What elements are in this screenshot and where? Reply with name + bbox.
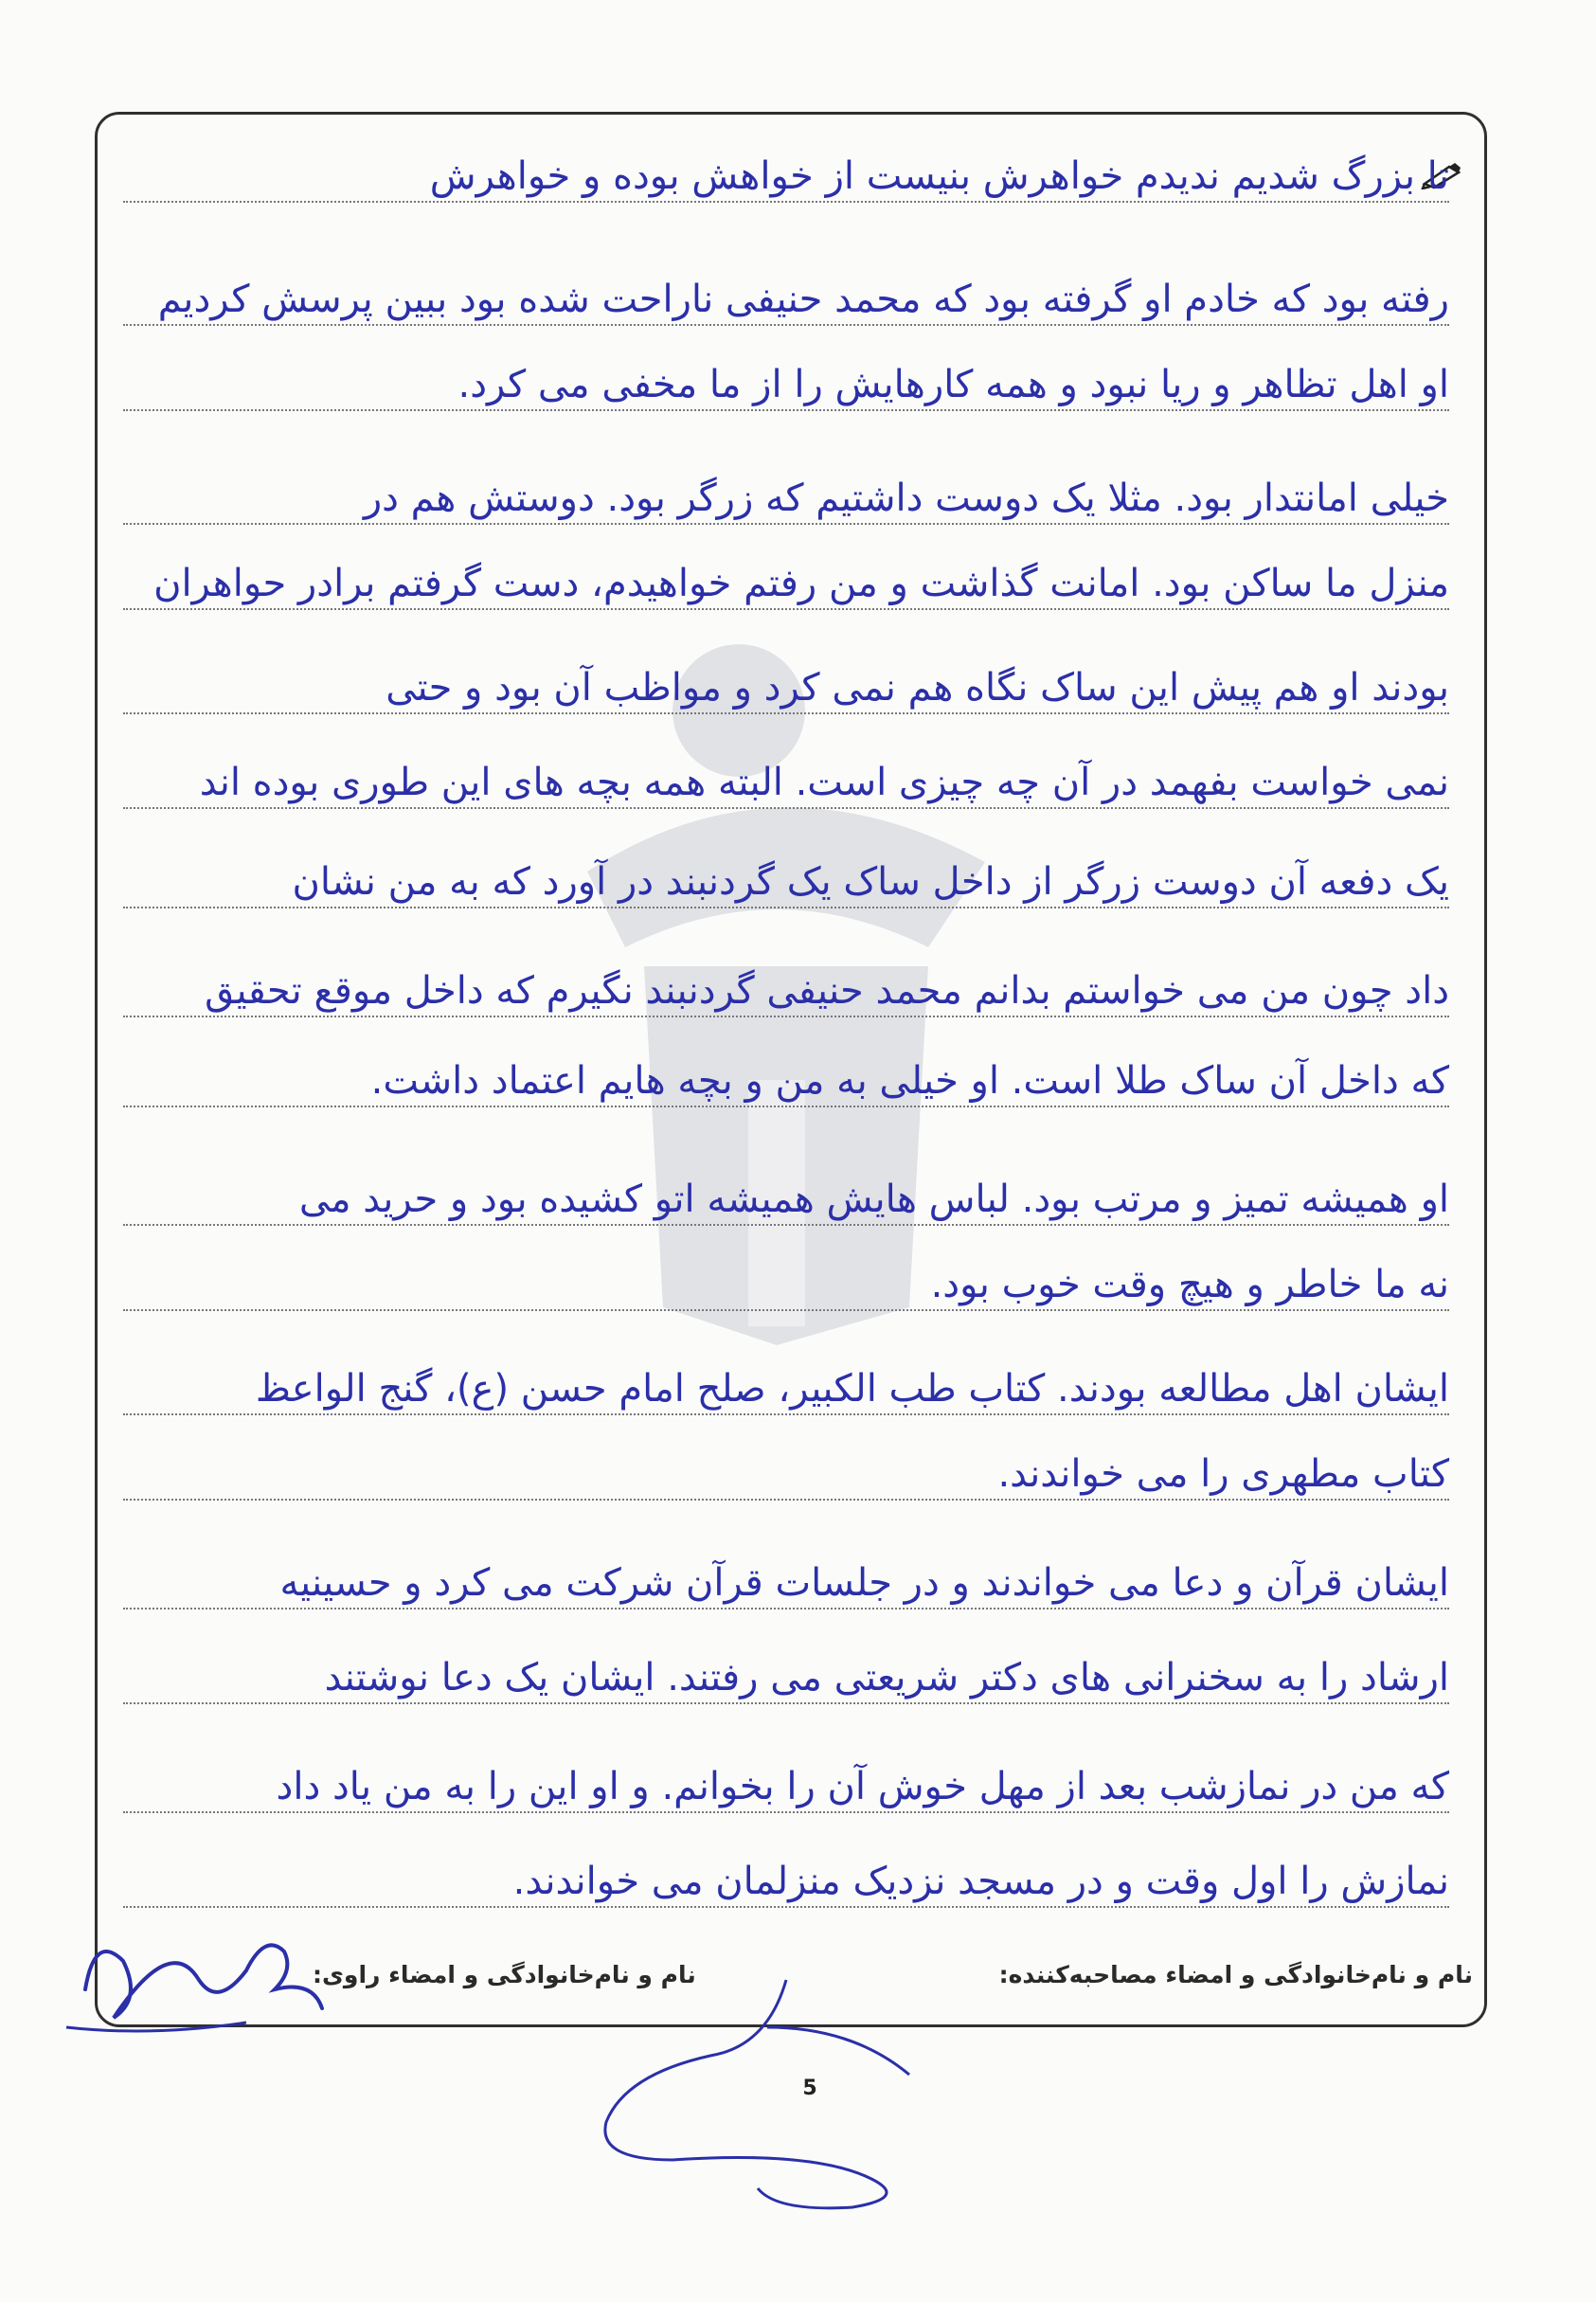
handwritten-line: کتاب مطهری را می خواندند. (123, 1449, 1449, 1501)
handwritten-line: نه ما خاطر و هیچ وقت خوب بود. (123, 1260, 1449, 1311)
handwritten-line: منزل ما ساکن بود. امانت گذاشت و من رفتم خواهیدم، دست گرفتم برادر حواهران (123, 559, 1449, 610)
handwritten-line: ایشان قرآن و دعا می خواندند و در جلسات قرآن شرکت می کرد و حسینیه (123, 1558, 1449, 1610)
handwritten-line: او اهل تظاهر و ریا نبود و همه کارهایش را از ما مخفی می کرد. (123, 360, 1449, 411)
handwritten-line: داد چون من می خواستم بدانم محمد حنیفی گردنبند نگیرم که داخل موقع تحقیق (123, 966, 1449, 1017)
handwritten-line: که داخل آن ساک طلا است. او خیلی به من و بچه هایم اعتماد داشت. (123, 1056, 1449, 1107)
handwritten-line: نمی خواست بفهمد در آن چه چیزی است. البته همه بچه های این طوری بوده اند (123, 758, 1449, 809)
handwritten-line: نمازش را اول وقت و در مسجد نزدیک منزلمان می خواندند. (123, 1857, 1449, 1908)
handwritten-line: تا بزرگ شدیم ندیدم خواهرش بنیست از خواهش بوده و خواهرش (123, 152, 1449, 203)
handwritten-line: ارشاد را به سخنرانی های دکتر شریعتی می رفتند. ایشان یک دعا نوشتند (123, 1653, 1449, 1704)
handwritten-line: خیلی امانتدار بود. مثلا یک دوست داشتیم که زرگر بود. دوستش هم در (123, 474, 1449, 525)
handwritten-line: یک دفعه آن دوست زرگر از داخل ساک یک گردنبند در آورد که به من نشان (123, 857, 1449, 908)
interviewer-signature-label: نام و نام‌خانوادگی و امضاء مصاحبه‌کننده: (998, 1961, 1473, 1988)
handwritten-line: بودند او هم پیش این ساک نگاه هم نمی کرد و مواظب آن بود و حتی (123, 663, 1449, 714)
page-number: 5 (802, 2077, 817, 2100)
handwritten-line: که من در نمازشب بعد از مهل خوش آن را بخوانم. و او این را به من یاد داد (123, 1762, 1449, 1813)
narrator-signature-label: نام و نام‌خانوادگی و امضاء راوی: (313, 1961, 696, 1988)
interviewer-signature (568, 1970, 966, 2217)
handwritten-line: ایشان اهل مطالعه بودند. کتاب طب الکبیر، صلح امام حسن (ع)، گنج الواعظ (123, 1364, 1449, 1415)
handwritten-line: او همیشه تمیز و مرتب بود. لباس هایش همیشه اتو کشیده بود و حرید می (123, 1175, 1449, 1226)
handwritten-line: رفته بود که خادم او گرفته بود که محمد حنیفی ناراحت شده بود ببین پرسش کردیم (123, 275, 1449, 326)
narrator-signature (57, 1895, 332, 2046)
